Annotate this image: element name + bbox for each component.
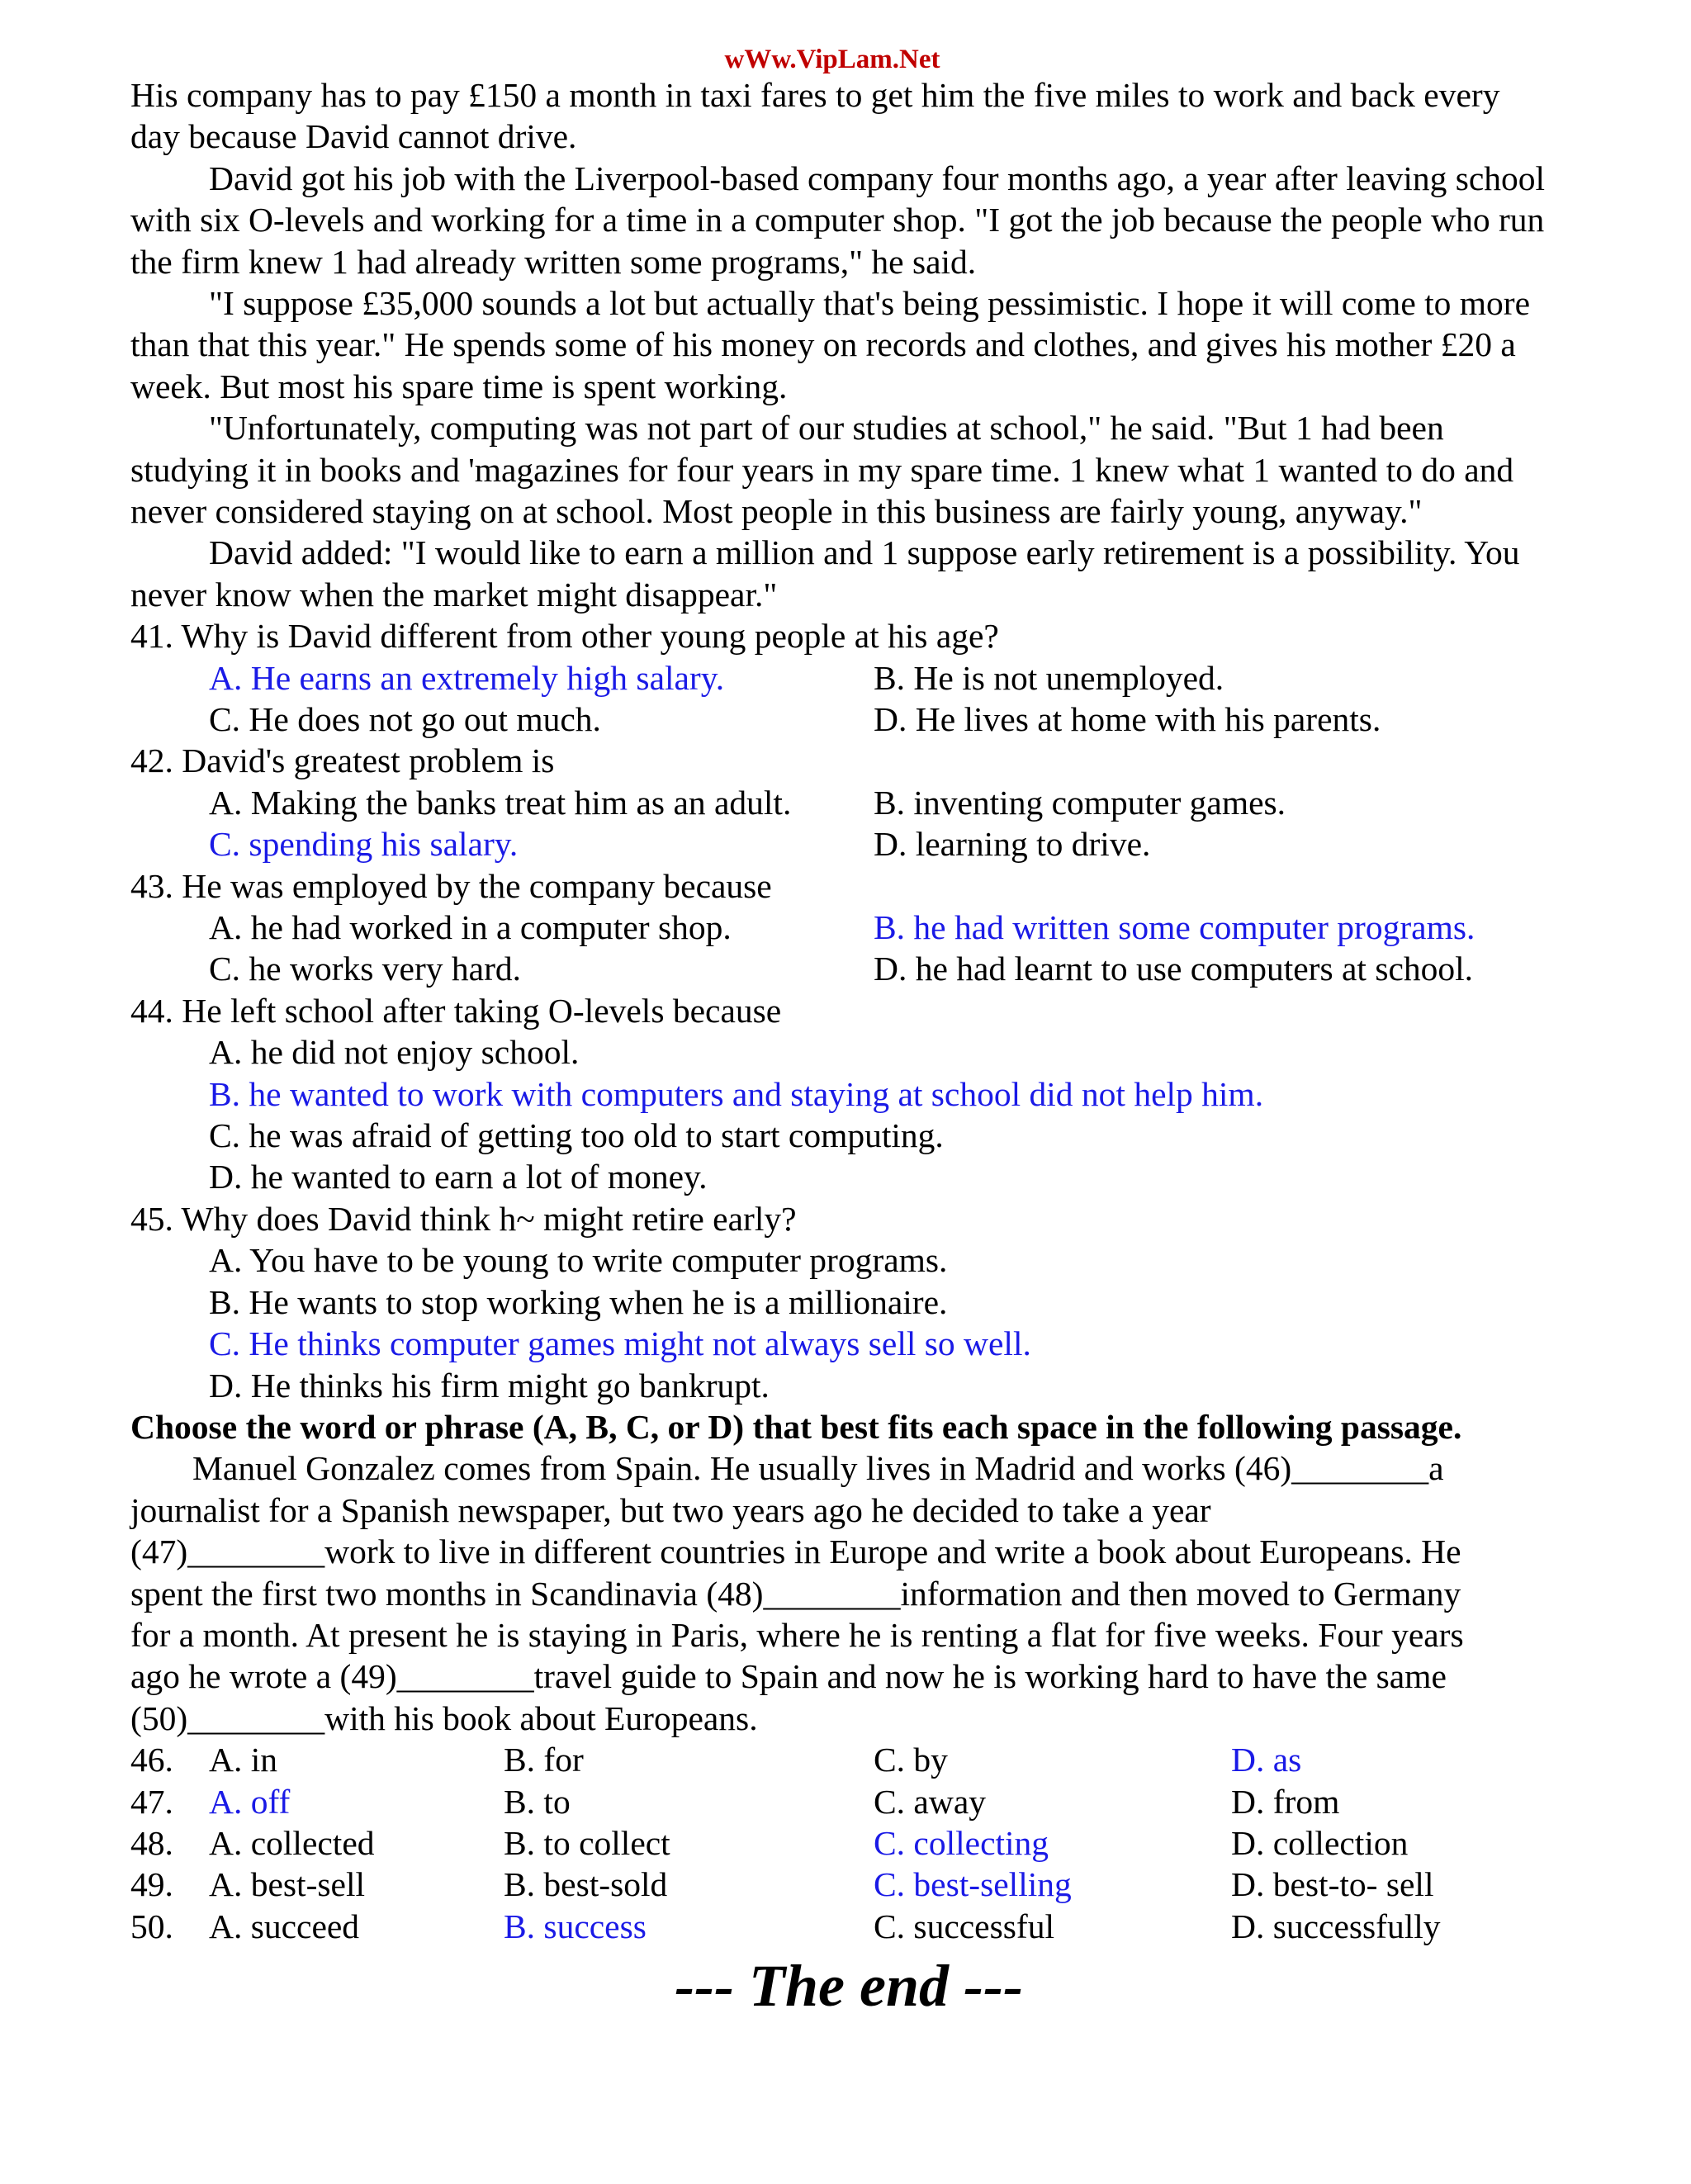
question-42-option-c[interactable]: C. spending his salary. (209, 825, 519, 864)
question-41-option-b[interactable]: B. He is not unemployed. (874, 658, 1224, 697)
cloze-text: Manuel Gonzalez comes from Spain. He usually lives in Madrid and works (46) (192, 1449, 1292, 1488)
question-45-option-b[interactable]: B. He wants to stop working when he is a millionaire. (209, 1282, 948, 1321)
answer-number: 47. (130, 1782, 173, 1821)
answer-row-48 (130, 1822, 1551, 1864)
question-42-options-row-2 (130, 823, 1551, 865)
question-41-stem: 41. Why is David different from other young people at his age? (130, 617, 999, 656)
question-42-option-d[interactable]: D. learning to drive. (874, 825, 1151, 864)
passage-paragraph-2: David got his job with the Liverpool-based company four months ago, a year after leaving school with six O-levels and working for a time in a computer shop. "I got the job because the people who run the firm knew 1 had already written some programs," he said. (130, 159, 1546, 281)
question-44-option-c[interactable]: C. he was afraid of getting too old to start computing. (209, 1116, 944, 1155)
passage-paragraph-3: "I suppose £35,000 sounds a lot but actually that's being pessimistic. I hope it will come to more than that this year." He spends some of his money on records and clothes, and gives his mother £20 a week. But most his spare time is spent working. (130, 284, 1531, 405)
document-body (130, 74, 1551, 2021)
cloze-text: (47) (130, 1533, 188, 1571)
cloze-line-3 (130, 1531, 1551, 1572)
answer-option-a[interactable]: A. succeed (209, 1907, 360, 1945)
answer-number: 46. (130, 1741, 173, 1779)
question-42-options-row-1 (130, 782, 1551, 823)
answer-option-b[interactable]: B. best-sold (504, 1865, 668, 1904)
cloze-line-7 (130, 1698, 1551, 1739)
answer-option-d[interactable]: D. best-to- sell (1231, 1865, 1434, 1904)
cloze-line-6 (130, 1656, 1551, 1697)
question-41-option-d[interactable]: D. He lives at home with his parents. (874, 700, 1381, 739)
question-41-options-row-2 (130, 699, 1551, 740)
cloze-line-4 (130, 1573, 1551, 1614)
blank-50: ________ (187, 1698, 325, 1737)
blank-47: ________ (187, 1533, 325, 1571)
cloze-text: work to live in different countries in Europe and write a book about Europeans. He (324, 1533, 1461, 1571)
question-42-option-a[interactable]: A. Making the banks treat him as an adult. (209, 783, 792, 822)
answer-option-a[interactable]: A. best-sell (209, 1865, 366, 1904)
cloze-text: a (1428, 1449, 1444, 1488)
answer-number: 50. (130, 1907, 173, 1945)
answer-row-46 (130, 1739, 1551, 1780)
question-44-option-d[interactable]: D. he wanted to earn a lot of money. (209, 1158, 708, 1196)
answer-option-d[interactable]: D. as (1231, 1741, 1302, 1779)
cloze-instruction: Choose the word or phrase (A, B, C, or D) that best fits each space in the following passage. (130, 1407, 1462, 1446)
question-43-options-row-1 (130, 907, 1551, 948)
passage-paragraph-5: David added: "I would like to earn a million and 1 suppose early retirement is a possibility. You never know when the market might disappear." (130, 533, 1520, 614)
answer-option-a[interactable]: A. collected (209, 1823, 375, 1862)
question-45-option-c[interactable]: C. He thinks computer games might not always sell so well. (209, 1324, 1031, 1363)
cloze-text: spent the first two months in Scandinavia (48) (130, 1574, 764, 1613)
answer-option-c[interactable]: C. away (874, 1782, 986, 1821)
question-44-option-a[interactable]: A. he did not enjoy school. (209, 1033, 580, 1072)
answer-number: 49. (130, 1865, 173, 1904)
question-45-option-d[interactable]: D. He thinks his firm might go bankrupt. (209, 1366, 770, 1405)
answer-option-b[interactable]: B. to (504, 1782, 571, 1821)
answer-option-c[interactable]: C. best-selling (874, 1865, 1072, 1904)
blank-49: ________ (396, 1657, 534, 1696)
answer-option-a[interactable]: A. off (209, 1782, 291, 1821)
site-header: wWw.VipLam.Net (724, 45, 940, 74)
answer-option-b[interactable]: B. for (504, 1741, 584, 1779)
cloze-line-1 (130, 1447, 1551, 1489)
question-41-options-row-1 (130, 657, 1551, 699)
question-43-option-b[interactable]: B. he had written some computer programs. (874, 908, 1475, 947)
cloze-text: with his book about Europeans. (324, 1698, 758, 1737)
answer-row-50 (130, 1906, 1551, 1947)
passage-paragraph-4: "Unfortunately, computing was not part of our studies at school," he said. "But 1 had been studying it in books and 'magazines for four years in my spare time. 1 knew what 1 wanted to do and never considered staying on at school. Most people in this business are fairly young, anyway." (130, 409, 1514, 531)
question-41-option-a[interactable]: A. He earns an extremely high salary. (209, 658, 725, 697)
question-43-stem: 43. He was employed by the company because (130, 866, 772, 905)
cloze-text: travel guide to Spain and now he is working hard to have the same (533, 1657, 1447, 1696)
question-44-stem: 44. He left school after taking O-levels because (130, 991, 782, 1030)
passage-paragraph-1: His company has to pay £150 a month in taxi fares to get him the five miles to work and back every day because David cannot drive. (130, 76, 1500, 156)
answer-option-d[interactable]: D. successfully (1231, 1907, 1441, 1945)
answer-option-c[interactable]: C. collecting (874, 1823, 1049, 1862)
question-43-options-row-2 (130, 948, 1551, 989)
question-43-option-d[interactable]: D. he had learnt to use computers at school. (874, 950, 1474, 988)
question-41-option-c[interactable]: C. He does not go out much. (209, 700, 601, 739)
question-42-stem: 42. David's greatest problem is (130, 741, 555, 780)
answer-row-47 (130, 1781, 1551, 1822)
cloze-text: ago he wrote a (49) (130, 1657, 397, 1696)
question-44-option-b[interactable]: B. he wanted to work with computers and staying at school did not help him. (209, 1074, 1264, 1113)
answer-number: 48. (130, 1823, 173, 1862)
blank-48: ________ (763, 1574, 901, 1613)
question-43-option-c[interactable]: C. he works very hard. (209, 950, 522, 988)
cloze-text: information and then moved to Germany (900, 1574, 1461, 1613)
answer-option-d[interactable]: D. collection (1231, 1823, 1409, 1862)
answer-option-c[interactable]: C. by (874, 1741, 948, 1779)
end-marker: --- The end --- (675, 1953, 1023, 2020)
answer-option-b[interactable]: B. to collect (504, 1823, 670, 1862)
answer-option-d[interactable]: D. from (1231, 1782, 1340, 1821)
question-45-stem: 45. Why does David think h~ might retire early? (130, 1199, 797, 1238)
blank-46: ________ (1291, 1449, 1429, 1488)
cloze-line-2: journalist for a Spanish newspaper, but two years ago he decided to take a year (130, 1490, 1211, 1529)
question-42-option-b[interactable]: B. inventing computer games. (874, 783, 1286, 822)
question-43-option-a[interactable]: A. he had worked in a computer shop. (209, 908, 732, 947)
answer-option-c[interactable]: C. successful (874, 1907, 1054, 1945)
cloze-line-5: for a month. At present he is staying in Paris, where he is renting a flat for five weeks. Four years (130, 1615, 1464, 1654)
answer-row-49 (130, 1864, 1551, 1905)
question-45-option-a[interactable]: A. You have to be young to write computer programs. (209, 1241, 948, 1280)
answer-option-b[interactable]: B. success (504, 1907, 647, 1945)
cloze-text: (50) (130, 1698, 188, 1737)
answer-option-a[interactable]: A. in (209, 1741, 277, 1779)
